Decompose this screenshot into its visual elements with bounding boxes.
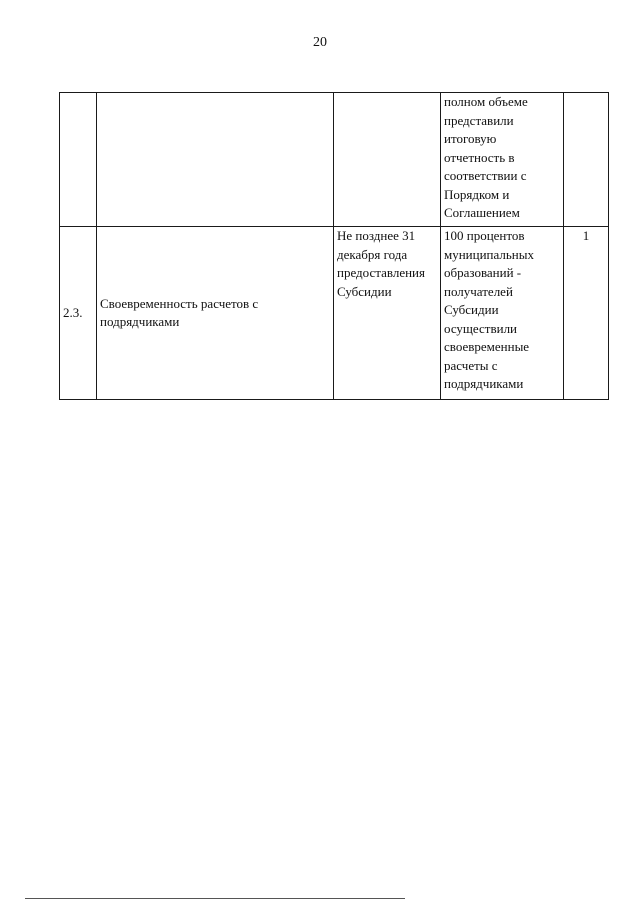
target-value-cell: полном объеме представили итоговую отчетность в соответствии с Порядком и Соглашением — [441, 93, 564, 227]
indicators-table — [59, 92, 609, 400]
table-row-2-3 — [60, 227, 609, 400]
indicator-name-cell: Своевременность расчетов с подрядчиками — [97, 227, 334, 400]
footer-rule — [25, 898, 405, 899]
deadline-cell — [334, 93, 441, 227]
row-number-cell — [60, 93, 97, 227]
deadline-cell: Не позднее 31 декабря года предоставления Субсидии — [334, 227, 441, 400]
page-number: 20 — [313, 35, 327, 50]
row-number-cell: 2.3. — [60, 227, 97, 400]
coefficient-cell — [564, 93, 609, 227]
indicator-name-cell — [97, 93, 334, 227]
coefficient-cell: 1 — [564, 227, 609, 400]
target-value-cell: 100 процентов муниципальных образований - получателей Субсидии осуществили своевременные расчеты с подрядчиками — [441, 227, 564, 400]
table-row-continued — [60, 93, 609, 227]
